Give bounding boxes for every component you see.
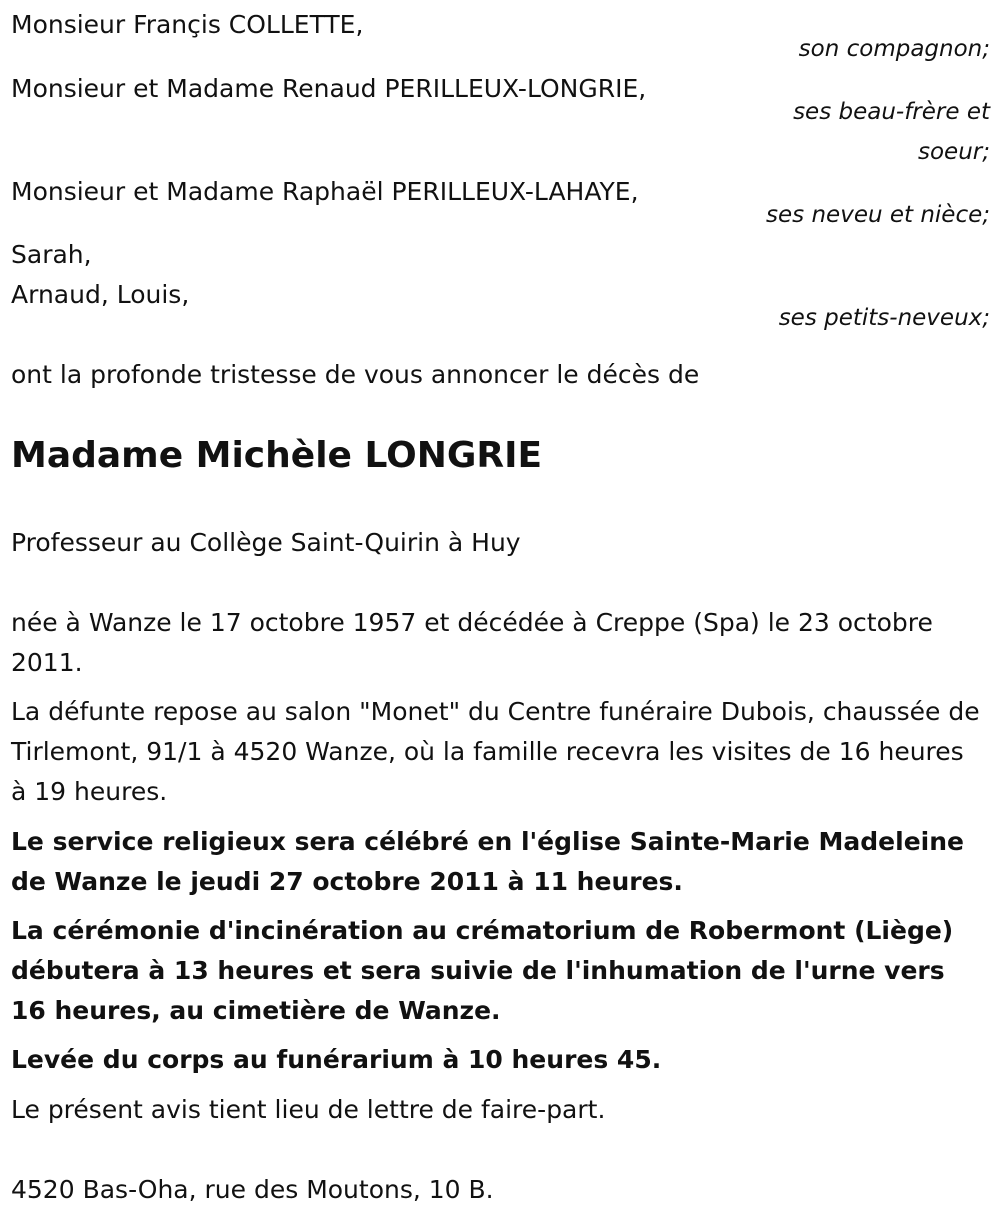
family-member-name: Monsieur et Madame Renaud PERILLEUX-LONGRIE,: [11, 74, 647, 103]
family-member-name: Arnaud, Louis,: [11, 280, 190, 309]
family-relation: soeur;: [918, 139, 990, 165]
family-member-name: Monsieur et Madame Raphaël PERILLEUX-LAHAYE,: [11, 177, 639, 206]
levee-paragraph: Levée du corps au funérarium à 10 heures 45.: [11, 1045, 662, 1074]
family-address: 4520 Bas-Oha, rue des Moutons, 10 B.: [11, 1175, 494, 1204]
announcement-text: ont la profonde tristesse de vous annoncer le décès de: [11, 360, 700, 389]
family-member-name: Monsieur Françis COLLETTE,: [11, 10, 364, 39]
family-relation: ses petits-neveux;: [778, 305, 990, 331]
family-member-name: Sarah,: [11, 240, 92, 269]
family-relation: ses beau-frère et: [793, 99, 990, 125]
repose-paragraph: La défunte repose au salon "Monet" du Centre funéraire Dubois, chaussée de Tirlemont, 91/1 à 4520 Wanze, où la famille recevra les visites de 16 heures à 19 heures.: [11, 697, 980, 806]
family-relation: ses neveu et nièce;: [766, 202, 990, 228]
deceased-name: Madame Michèle LONGRIE: [11, 435, 543, 476]
service-paragraph: Le service religieux sera célébré en l'église Sainte-Marie Madeleine de Wanze le jeudi 27 octobre 2011 à 11 heures.: [11, 827, 964, 896]
cremation-paragraph: La cérémonie d'incinération au crématorium de Robermont (Liège) débutera à 13 heures et sera suivie de l'inhumation de l'urne vers 16 heures, au cimetière de Wanze.: [11, 916, 954, 1025]
birth-death-paragraph: née à Wanze le 17 octobre 1957 et décédée à Creppe (Spa) le 23 octobre 2011.: [11, 608, 933, 677]
notice-paragraph: Le présent avis tient lieu de lettre de faire-part.: [11, 1095, 606, 1124]
deceased-profession: Professeur au Collège Saint-Quirin à Huy: [11, 528, 521, 557]
family-relation: son compagnon;: [798, 36, 990, 62]
